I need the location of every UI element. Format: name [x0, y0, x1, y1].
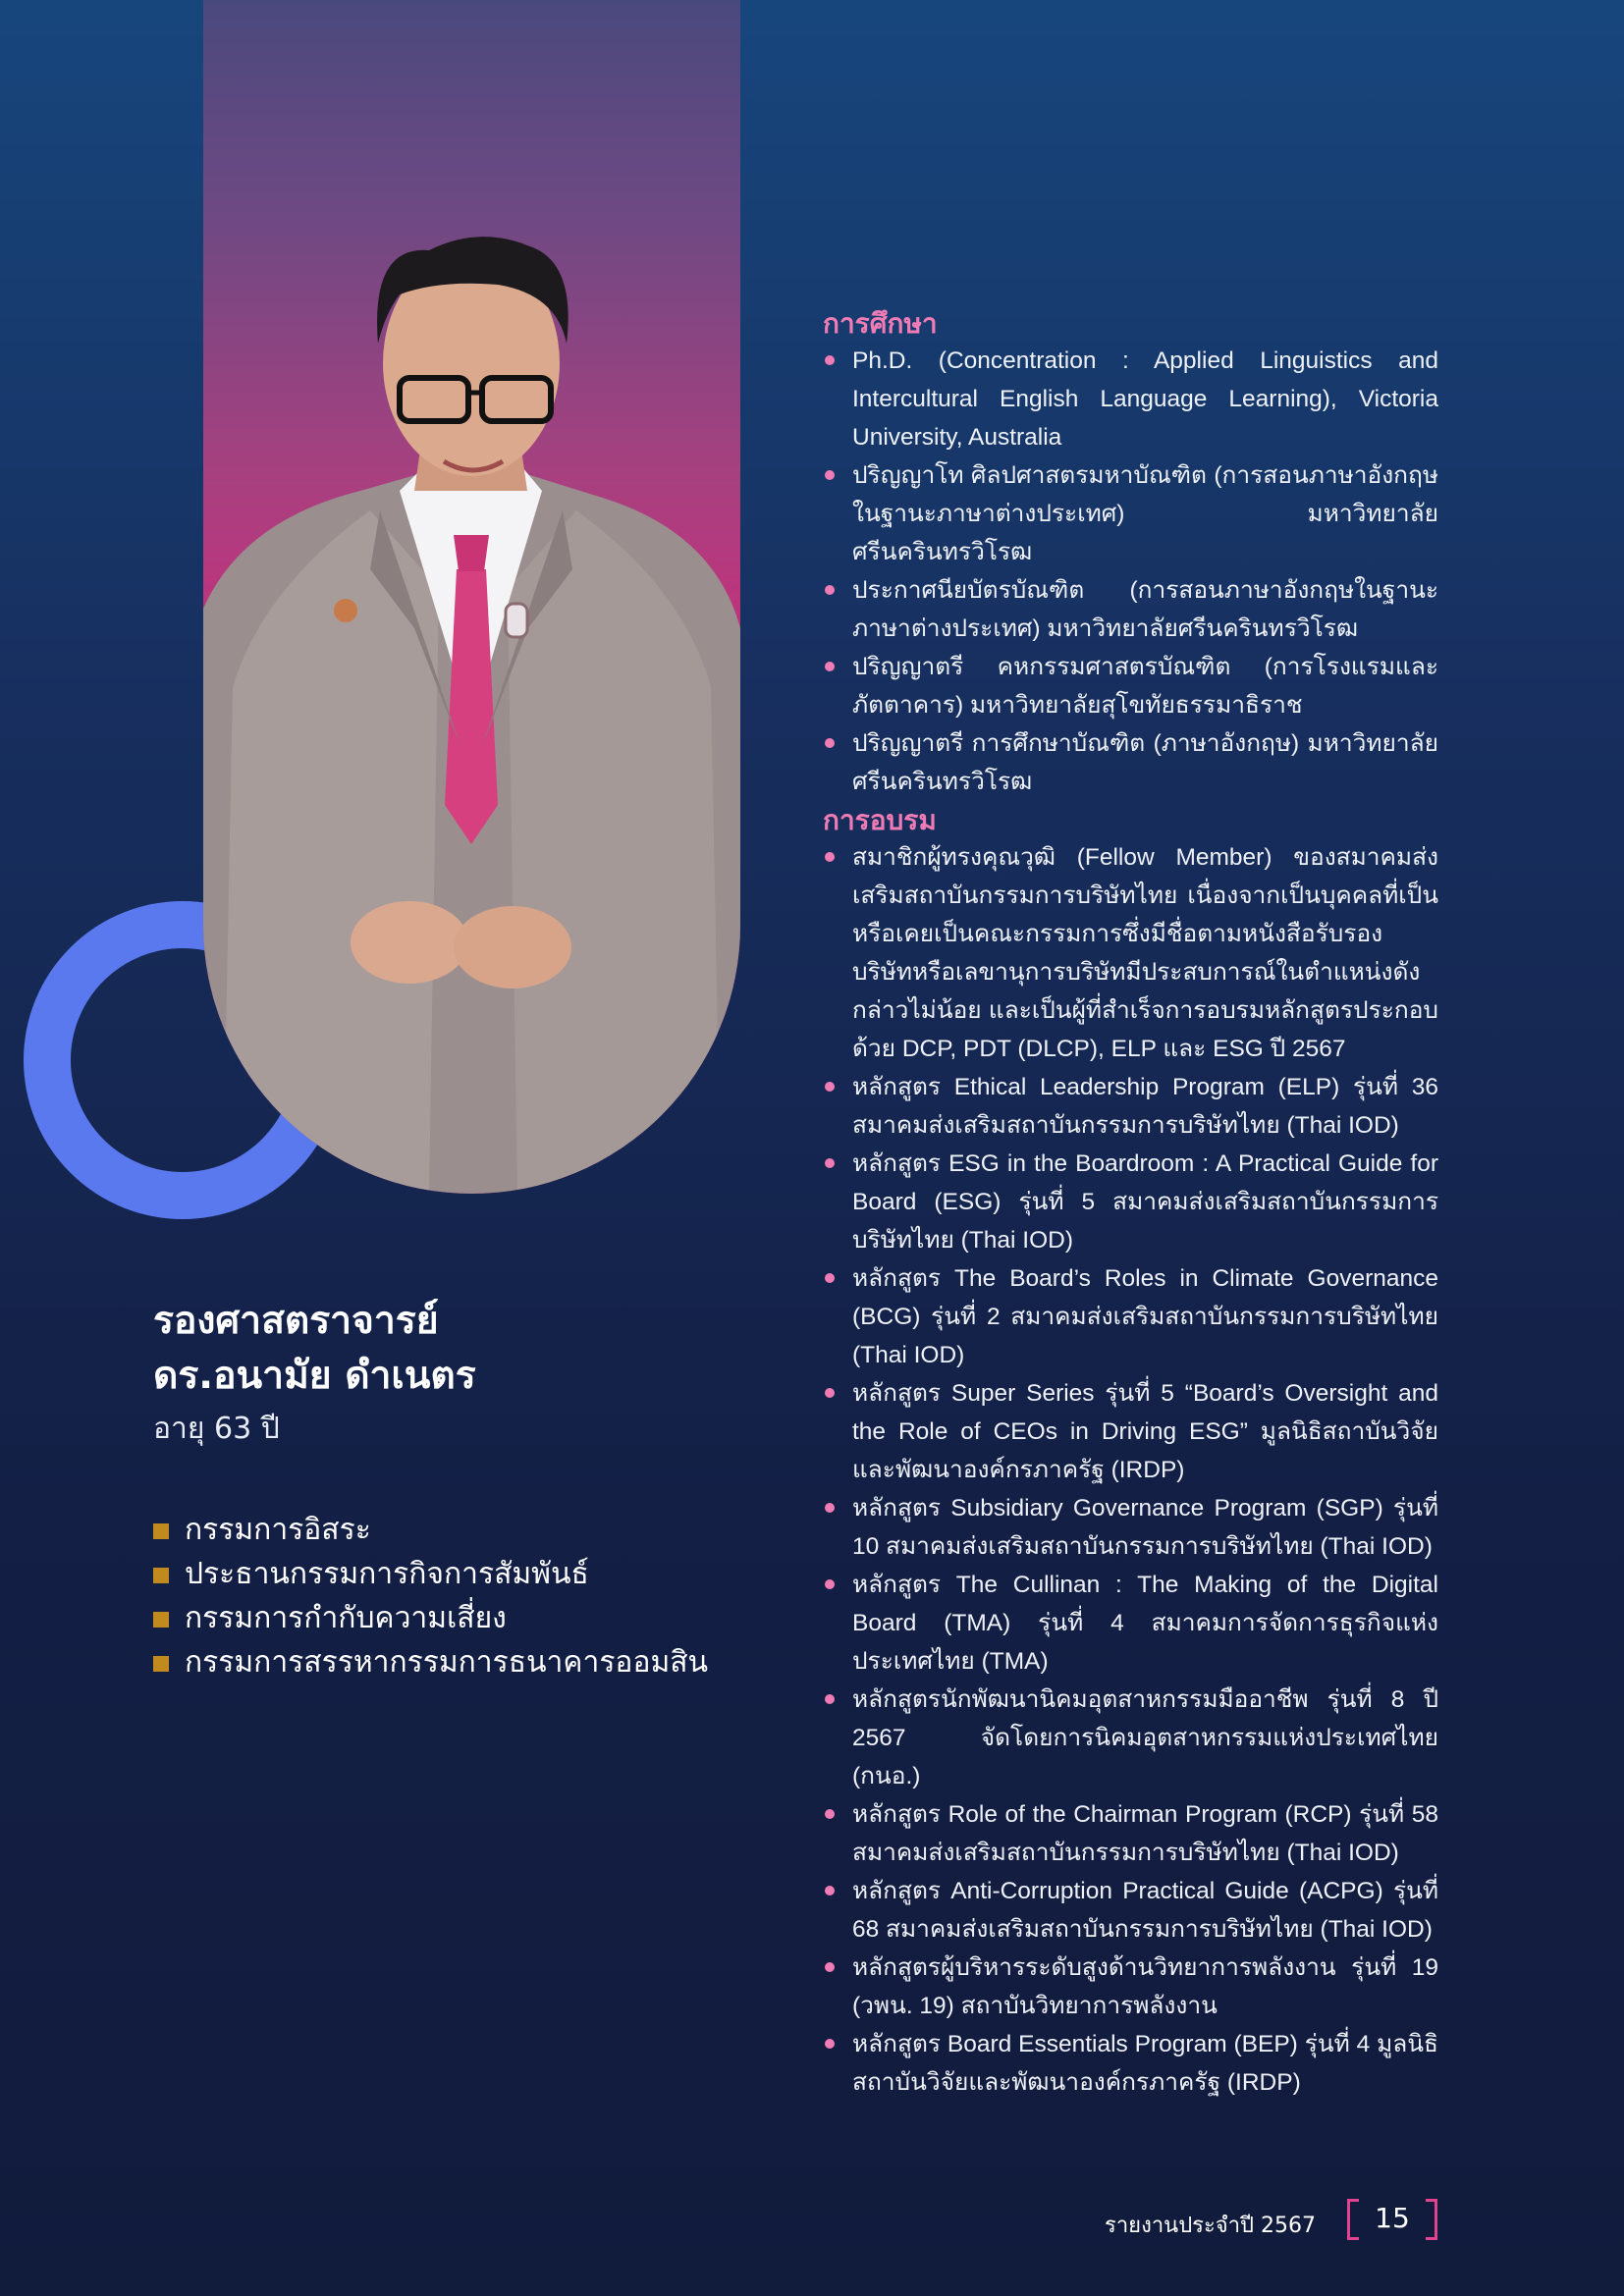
training-item: หลักสูตร The Cullinan : The Making of the Digital Board (TMA) รุ่นที่ 4 สมาคมการจัดการธุรกิจแห่งประเทศไทย (TMA) — [823, 1566, 1438, 1681]
page-footer — [1105, 2199, 1443, 2242]
page-number: 15 — [1375, 2202, 1410, 2234]
education-heading: การศึกษา — [823, 307, 938, 340]
training-item: หลักสูตร Role of the Chairman Program (RCP) รุ่นที่ 58 สมาคมส่งเสริมสถาบันกรรมการบริษัทไทย (Thai IOD) — [823, 1795, 1438, 1872]
education-section — [823, 306, 1438, 801]
training-item: หลักสูตร Super Series รุ่นที่ 5 “Board’s Oversight and the Role of CEOs in Driving ESG” มูลนิธิสถาบันวิจัยและพัฒนาองค์กรภาครัฐ (IRDP) — [823, 1374, 1438, 1489]
role-item: ประธานกรรมการกิจการสัมพันธ์ — [153, 1552, 708, 1596]
right-bracket — [1426, 2199, 1437, 2240]
education-list — [823, 342, 1438, 801]
academic-title: รองศาสตราจารย์ — [153, 1299, 439, 1343]
person-name: ดร.อนามัย ดำเนตร — [153, 1354, 476, 1398]
role-item: กรรมการอิสระ — [153, 1508, 708, 1552]
training-item: หลักสูตร Board Essentials Program (BEP) รุ่นที่ 4 มูลนิธิสถาบันวิจัยและพัฒนาองค์กรภาครัฐ (IRDP) — [823, 2025, 1438, 2102]
training-item: สมาชิกผู้ทรงคุณวุฒิ (Fellow Member) ของสมาคมส่งเสริมสถาบันกรรมการบริษัทไทย เนื่องจากเป็นบุคคลที่เป็นหรือเคยเป็นคณะกรรมการซึ่งมีชื่อตามหนังสือรับรองบริษัทหรือเลขานุการบริษัทมีประสบการณ์ในตำแหน่งดังกล่าวไม่น้อย และเป็นผู้ที่สำเร็จการอบรมหลักสูตรประกอบด้วย DCP, PDT (DLCP), ELP และ ESG ปี 2567 — [823, 838, 1438, 1068]
training-section — [823, 803, 1438, 2102]
portrait-panel — [203, 0, 740, 1194]
left-bracket — [1347, 2199, 1359, 2240]
portrait-photo — [203, 0, 740, 1194]
profile-title — [153, 1294, 476, 1404]
person-age: อายุ 63 ปี — [153, 1412, 280, 1446]
training-item: หลักสูตรผู้บริหารระดับสูงด้านวิทยาการพลังงาน รุ่นที่ 19 (วพน. 19) สถาบันวิทยาการพลังงาน — [823, 1949, 1438, 2025]
training-item: หลักสูตร Anti-Corruption Practical Guide (ACPG) รุ่นที่ 68 สมาคมส่งเสริมสถาบันกรรมการบริษัทไทย (Thai IOD) — [823, 1872, 1438, 1949]
education-item: ปริญญาตรี คหกรรมศาสตรบัณฑิต (การโรงแรมและภัตตาคาร) มหาวิทยาลัยสุโขทัยธรรมาธิราช — [823, 648, 1438, 724]
training-item: หลักสูตร Ethical Leadership Program (ELP) รุ่นที่ 36 สมาคมส่งเสริมสถาบันกรรมการบริษัทไทย (Thai IOD) — [823, 1068, 1438, 1145]
training-item: หลักสูตร Subsidiary Governance Program (SGP) รุ่นที่ 10 สมาคมส่งเสริมสถาบันกรรมการบริษัทไทย (Thai IOD) — [823, 1489, 1438, 1566]
role-item: กรรมการกำกับความเสี่ยง — [153, 1596, 708, 1640]
training-item: หลักสูตรนักพัฒนานิคมอุตสาหกรรมมืออาชีพ รุ่นที่ 8 ปี 2567 จัดโดยการนิคมอุตสาหกรรมแห่งประเทศไทย (กนอ.) — [823, 1681, 1438, 1795]
training-item: หลักสูตร The Board’s Roles in Climate Governance (BCG) รุ่นที่ 2 สมาคมส่งเสริมสถาบันกรรมการบริษัทไทย (Thai IOD) — [823, 1259, 1438, 1374]
training-heading: การอบรม — [823, 804, 937, 836]
education-item: ปริญญาตรี การศึกษาบัณฑิต (ภาษาอังกฤษ) มหาวิทยาลัยศรีนครินทรวิโรฒ — [823, 724, 1438, 801]
roles-list — [153, 1508, 708, 1684]
training-item: หลักสูตร ESG in the Boardroom : A Practical Guide for Board (ESG) รุ่นที่ 5 สมาคมส่งเสริมสถาบันกรรมการบริษัทไทย (Thai IOD) — [823, 1145, 1438, 1259]
education-item: Ph.D. (Concentration : Applied Linguistics and Intercultural English Language Learning), Victoria University, Australia — [823, 342, 1438, 456]
education-item: ประกาศนียบัตรบัณฑิต (การสอนภาษาอังกฤษในฐานะภาษาต่างประเทศ) มหาวิทยาลัยศรีนครินทรวิโรฒ — [823, 571, 1438, 648]
report-label: รายงานประจำปี 2567 — [1105, 2214, 1316, 2238]
role-item: กรรมการสรรหากรรมการธนาคารออมสิน — [153, 1640, 708, 1684]
training-list — [823, 838, 1438, 2102]
education-item: ปริญญาโท ศิลปศาสตรมหาบัณฑิต (การสอนภาษาอังกฤษในฐานะภาษาต่างประเทศ) มหาวิทยาลัยศรีนครินทรวิโรฒ — [823, 456, 1438, 571]
